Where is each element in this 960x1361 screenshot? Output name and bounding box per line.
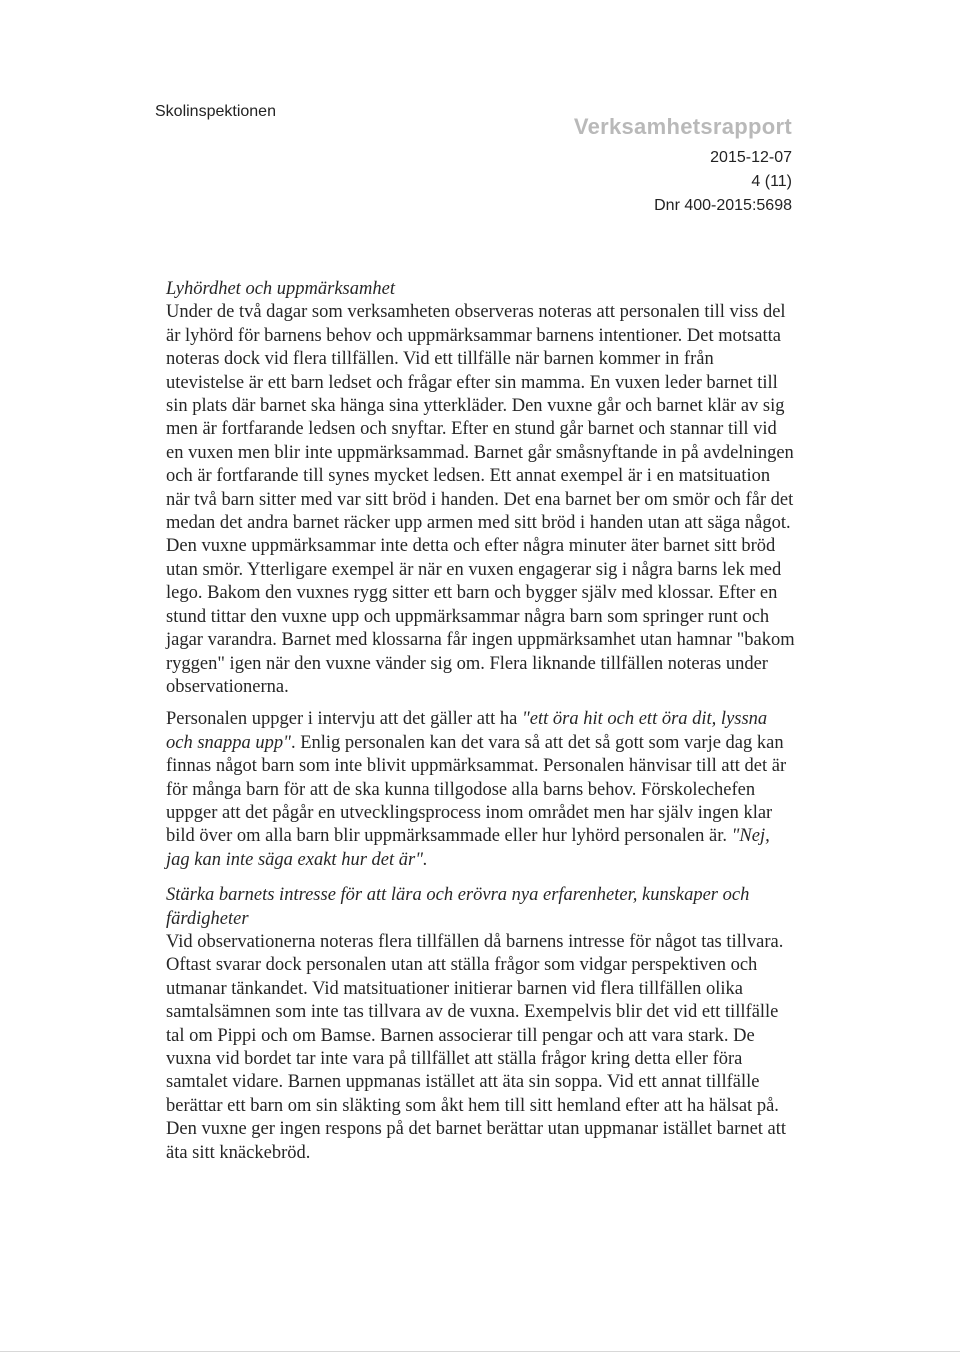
section-starka-intresse — [166, 884, 796, 1165]
paragraph: Vid observationerna noteras flera tillfällen då barnens intresse för något tas tillvara. Oftast svarar dock personalen utan att ställa frågor som vidgar perspektiven och utmanar tänkandet. Vid matsituationer initierar barnen vid flera tillfällen olika samtalsämnen som inte tas tillvara av de vuxna. Exempelvis blir det vid ett tillfälle tal om Pippi och om Bamse. Barnen associerar till pengar och att vara stark. De vuxna vid bordet tar inte vara på tillfället att ställa frågor kring detta eller föra samtalet vidare. Barnen uppmanas istället att äta sin soppa. Vid ett annat tillfälle berättar ett barn om sin släkting som åkt hem till sitt hemland efter att ha hälsat på. Den vuxne ger ingen respons på det barnet berättar utan uppmanar istället barnet att äta sitt knäckebröd. — [166, 931, 787, 1163]
report-date: 2015-12-07 — [710, 149, 792, 166]
quote: "Nej, jag kan inte säga exakt hur det är". — [166, 826, 770, 870]
section-heading: Stärka barnets intresse för att lära och erövra nya erfarenheter, kunskaper och färdigheter — [166, 885, 750, 929]
paragraph-text: Personalen uppger i intervju att det gäller att ha — [166, 709, 523, 730]
registration-number: Dnr 400-2015:5698 — [654, 197, 792, 214]
report-header — [574, 114, 792, 218]
paragraph-text: . Enlig personalen kan det vara så att det så gott som varje dag kan finnas något barn som inte blivit uppmärksammat. Personalen hänvisar till att det är för många barn för att de ska kunna tillgodose alla barns behov. Förskolechefen uppger att det pågår en utvecklingsprocess inom området men har själv ingen klar bild över om alla barn blir uppmärksammade eller hur lyhörd personalen är. — [166, 732, 787, 847]
paragraph: Under de två dagar som verksamheten observeras noteras att personalen till viss del är lyhörd för barnens behov och uppmärksammar barnens intentioner. Det motsatta noteras dock vid flera tillfällen. Vid ett tillfälle när barnen kommer in från utevistelse är ett barn ledset och frågar efter sin mamma. En vuxen leder barnet till sin plats där barnet ska hänga sina ytterkläder. Den vuxne går och barnet klär av sig men är fortfarande ledsen och snyftar. Efter en stund går barnet och stannar till vid en vuxen men blir inte uppmärksammad. Barnet går småsnyftande in på avdelningen och är fortfarande till synes mycket ledsen. Ett annat exempel är i en matsituation när två barn sitter med var sitt bröd i handen. Det ena barnet ber om smör och får det medan det andra barnet räcker upp armen med sitt bröd i handen utan att säga något. Den vuxne uppmärksammar inte detta och efter några minuter äter barnet sitt bröd utan smör. Ytterligare exempel är när en vuxen engagerar sig i några barns lek med lego. Bakom den vuxnes rygg sitter ett barn och bygger själv med klossar. Efter en stund tittar den vuxne upp och uppmärksammar några barn som springer runt och jagar varandra. Barnet med klossarna får ingen uppmärksamhet utan hamnar "bakom ryggen" igen när den vuxne vänder sig om. Flera liknande tillfällen noteras under observationerna. — [166, 302, 795, 697]
section-heading: Lyhördhet och uppmärksamhet — [166, 279, 395, 299]
paragraph-interview — [166, 708, 796, 872]
agency-name: Skolinspektionen — [155, 103, 276, 120]
quote: "ett öra hit och ett öra dit, lyssna och snappa upp" — [166, 709, 768, 753]
section-lyhordhet — [166, 278, 796, 872]
scan-edge-line — [0, 1351, 960, 1352]
page-number: 4 (11) — [751, 173, 792, 190]
report-title: Verksamhetsrapport — [573, 114, 792, 139]
document-body — [166, 278, 796, 1165]
